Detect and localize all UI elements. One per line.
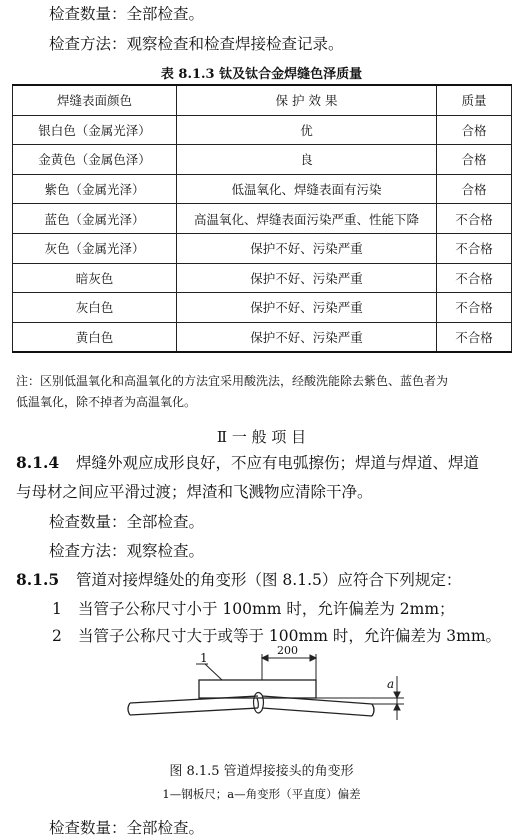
cell-color: 紫色（金属光泽） bbox=[13, 174, 177, 204]
cell-effect: 保护不好、污染严重 bbox=[177, 233, 437, 263]
right-pipe bbox=[262, 696, 374, 716]
cell-quality: 不合格 bbox=[437, 293, 512, 323]
header-quality: 质量 bbox=[437, 85, 512, 115]
table-caption: 表 8.1.3 钛及钛合金焊缝色泽质量 bbox=[160, 67, 363, 82]
item-text: 当管子公称尺寸大于或等于 100mm 时，允许偏差为 3mm。 bbox=[78, 627, 502, 645]
cell-quality: 不合格 bbox=[437, 322, 512, 352]
clause-8-1-4-inspect-method: 检查方法：观察检查。 bbox=[49, 542, 205, 560]
left-pipe bbox=[128, 696, 258, 715]
weld-color-quality-table bbox=[12, 84, 512, 353]
cell-color: 灰白色 bbox=[13, 293, 177, 323]
table-row bbox=[13, 322, 512, 352]
cell-effect: 高温氧化、焊缝表面污染严重、性能下降 bbox=[177, 204, 437, 234]
cell-quality: 不合格 bbox=[437, 263, 512, 293]
angular-deformation-figure bbox=[0, 640, 523, 720]
bottom-inspect-qty: 检查数量：全部检查。 bbox=[49, 819, 205, 837]
weld-bead bbox=[254, 693, 264, 714]
header-effect: 保 护 效 果 bbox=[177, 85, 437, 115]
cell-quality: 合格 bbox=[437, 115, 512, 145]
table-row bbox=[13, 204, 512, 234]
cell-color: 金黄色（金属色泽） bbox=[13, 145, 177, 175]
cell-quality: 合格 bbox=[437, 145, 512, 175]
clause-text: 焊缝外观应成形良好，不应有电弧擦伤；焊道与焊道、焊道 bbox=[76, 454, 480, 472]
figure-legend: 1—钢板尺；a—角变形（平直度）偏差 bbox=[162, 787, 361, 801]
cell-color: 蓝色（金属光泽） bbox=[13, 204, 177, 234]
table-header-row bbox=[13, 85, 512, 115]
dimension-200 bbox=[262, 654, 316, 680]
cell-quality: 合格 bbox=[437, 174, 512, 204]
inspect-qty-line: 检查数量：全部检查。 bbox=[49, 5, 205, 23]
table-row bbox=[13, 145, 512, 175]
cell-effect: 优 bbox=[177, 115, 437, 145]
dimension-a-label: a bbox=[387, 677, 395, 691]
inspect-method-line: 检查方法：观察检查和检查焊接检查记录。 bbox=[49, 35, 344, 53]
clause-text: 管道对接焊缝处的角变形（图 8.1.5）应符合下列规定： bbox=[76, 571, 462, 589]
table-row bbox=[13, 263, 512, 293]
cell-color: 黄白色 bbox=[13, 322, 177, 352]
table-row bbox=[13, 293, 512, 323]
plate-label: 1 bbox=[200, 651, 208, 665]
clause-8-1-5-item-1 bbox=[52, 599, 455, 619]
cell-effect: 低温氧化、焊缝表面有污染 bbox=[177, 174, 437, 204]
table-note-line1: 注：区别低温氧化和高温氧化的方法宜采用酸洗法，经酸洗能除去紫色、蓝色者为 bbox=[16, 374, 449, 388]
cell-effect: 保护不好、污染严重 bbox=[177, 322, 437, 352]
section-heading: Ⅱ 一 般 项 目 bbox=[216, 428, 307, 446]
dimension-200-label: 200 bbox=[277, 644, 298, 657]
cell-effect: 保护不好、污染严重 bbox=[177, 263, 437, 293]
cell-quality: 不合格 bbox=[437, 204, 512, 234]
figure-caption: 图 8.1.5 管道焊接接头的角变形 bbox=[169, 764, 354, 779]
header-color: 焊缝表面颜色 bbox=[13, 85, 177, 115]
item-number: 2 bbox=[52, 627, 62, 645]
cell-effect: 保护不好、污染严重 bbox=[177, 293, 437, 323]
clause-number: 8.1.5 bbox=[16, 570, 60, 589]
clause-8-1-4 bbox=[16, 453, 479, 473]
clause-number: 8.1.4 bbox=[16, 453, 60, 472]
steel-ruler bbox=[199, 680, 316, 698]
item-number: 1 bbox=[52, 600, 62, 618]
cell-color: 灰色（金属光泽） bbox=[13, 233, 177, 263]
clause-8-1-4-inspect-qty: 检查数量：全部检查。 bbox=[49, 513, 205, 531]
clause-8-1-5 bbox=[16, 570, 461, 590]
clause-8-1-4-cont: 与母材之间应平滑过渡；焊渣和飞溅物应清除干净。 bbox=[16, 483, 373, 501]
table-row bbox=[13, 174, 512, 204]
table-row bbox=[13, 233, 512, 263]
cell-effect: 良 bbox=[177, 145, 437, 175]
cell-quality: 不合格 bbox=[437, 233, 512, 263]
item-text: 当管子公称尺寸小于 100mm 时，允许偏差为 2mm； bbox=[78, 600, 455, 618]
table-row bbox=[13, 115, 512, 145]
cell-color: 暗灰色 bbox=[13, 263, 177, 293]
table-note-line2: 低温氧化，除不掉者为高温氧化。 bbox=[16, 395, 197, 409]
cell-color: 银白色（金属光泽） bbox=[13, 115, 177, 145]
